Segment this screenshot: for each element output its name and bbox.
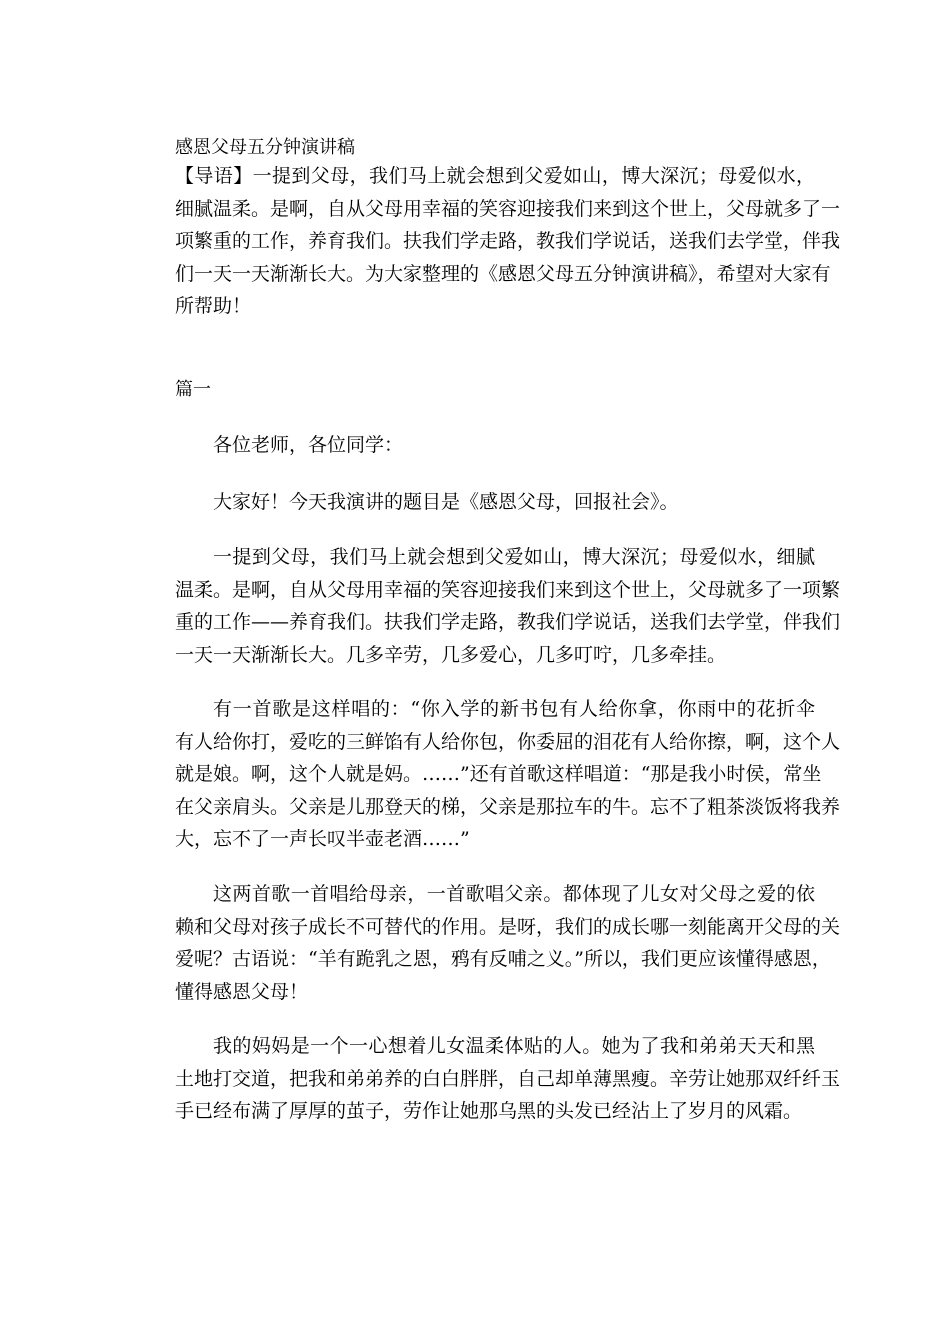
greeting-paragraph [175,486,815,519]
salutation-line: 各位老师，各位同学： [213,434,404,456]
paragraph-line: 这两首歌一首唱给母亲，一首歌唱父亲。都体现了儿女对父母之爱的依 [213,883,815,905]
intro-line: 所帮助！ [175,295,252,317]
salutation-paragraph [175,429,815,462]
paragraph-line: 我的妈妈是一个一心想着儿女温柔体贴的人。她为了我和弟弟天天和黑 [213,1035,815,1057]
intro-line: 【导语】一提到父母，我们马上就会想到父爱如山，博大深沉；母爱似水， [175,165,815,187]
paragraph-line: 一提到父母，我们马上就会想到父爱如山，博大深沉；母爱似水，细腻 [213,546,815,568]
intro-paragraph [175,160,841,323]
paragraph-line: 有一首歌是这样唱的：“你入学的新书包有人给你拿，你雨中的花折伞 [213,698,815,720]
intro-line: 们一天一天渐渐长大。为大家整理的《感恩父母五分钟演讲稿》，希望对大家有 [175,262,831,285]
greeting-line: 大家好！今天我演讲的题目是《感恩父母，回报社会》。 [213,491,679,513]
paragraph-line: 大，忘不了一声长叹半壶老酒……” [175,828,470,850]
paragraph-line: 就是娘。啊，这个人就是妈。……”还有首歌这样唱道：“那是我小时侯，常坐 [175,763,822,785]
paragraph-line: 爱呢？古语说：“羊有跪乳之恩，鸦有反哺之义。”所以，我们更应该懂得感恩， [175,948,831,970]
paragraph-line: 懂得感恩父母！ [175,980,309,1003]
body-paragraph-4 [175,1030,841,1128]
paragraph-line: 手已经布满了厚厚的茧子，劳作让她那乌黑的头发已经沾上了岁月的风霜。 [175,1100,803,1122]
body-paragraph-3 [175,878,841,1008]
paragraph-line: 有人给你打，爱吃的三鲜馅有人给你包，你委屈的泪花有人给你擦，啊，这个人 [175,730,841,753]
section-heading: 篇一 [175,379,211,400]
paragraph-line: 在父亲肩头。父亲是儿那登天的梯，父亲是那拉车的牛。忘不了粗茶淡饭将我养 [175,795,841,818]
paragraph-line: 一天一天渐渐长大。几多辛劳，几多爱心，几多叮咛，几多牵挂。 [175,643,727,666]
intro-line: 项繁重的工作，养育我们。扶我们学走路，教我们学说话，送我们去学堂，伴我 [175,230,841,252]
paragraph-line: 赖和父母对孩子成长不可替代的作用。是呀，我们的成长哪一刻能离开父母的关 [175,915,841,938]
paragraph-line: 重的工作——养育我们。扶我们学走路，教我们学说话，送我们去学堂，伴我们 [175,611,841,633]
paragraph-line: 温柔。是啊，自从父母用幸福的笑容迎接我们来到这个世上，父母就多了一项繁 [175,578,841,601]
intro-line: 细腻温柔。是啊，自从父母用幸福的笑容迎接我们来到这个世上，父母就多了一 [175,197,841,220]
body-paragraph-1 [175,541,841,671]
paragraph-line: 土地打交道，把我和弟弟养的白白胖胖，自己却单薄黑瘦。辛劳让她那双纤纤玉 [175,1067,841,1090]
body-paragraph-2 [175,693,841,856]
document-title: 感恩父母五分钟演讲稿 [175,137,355,158]
